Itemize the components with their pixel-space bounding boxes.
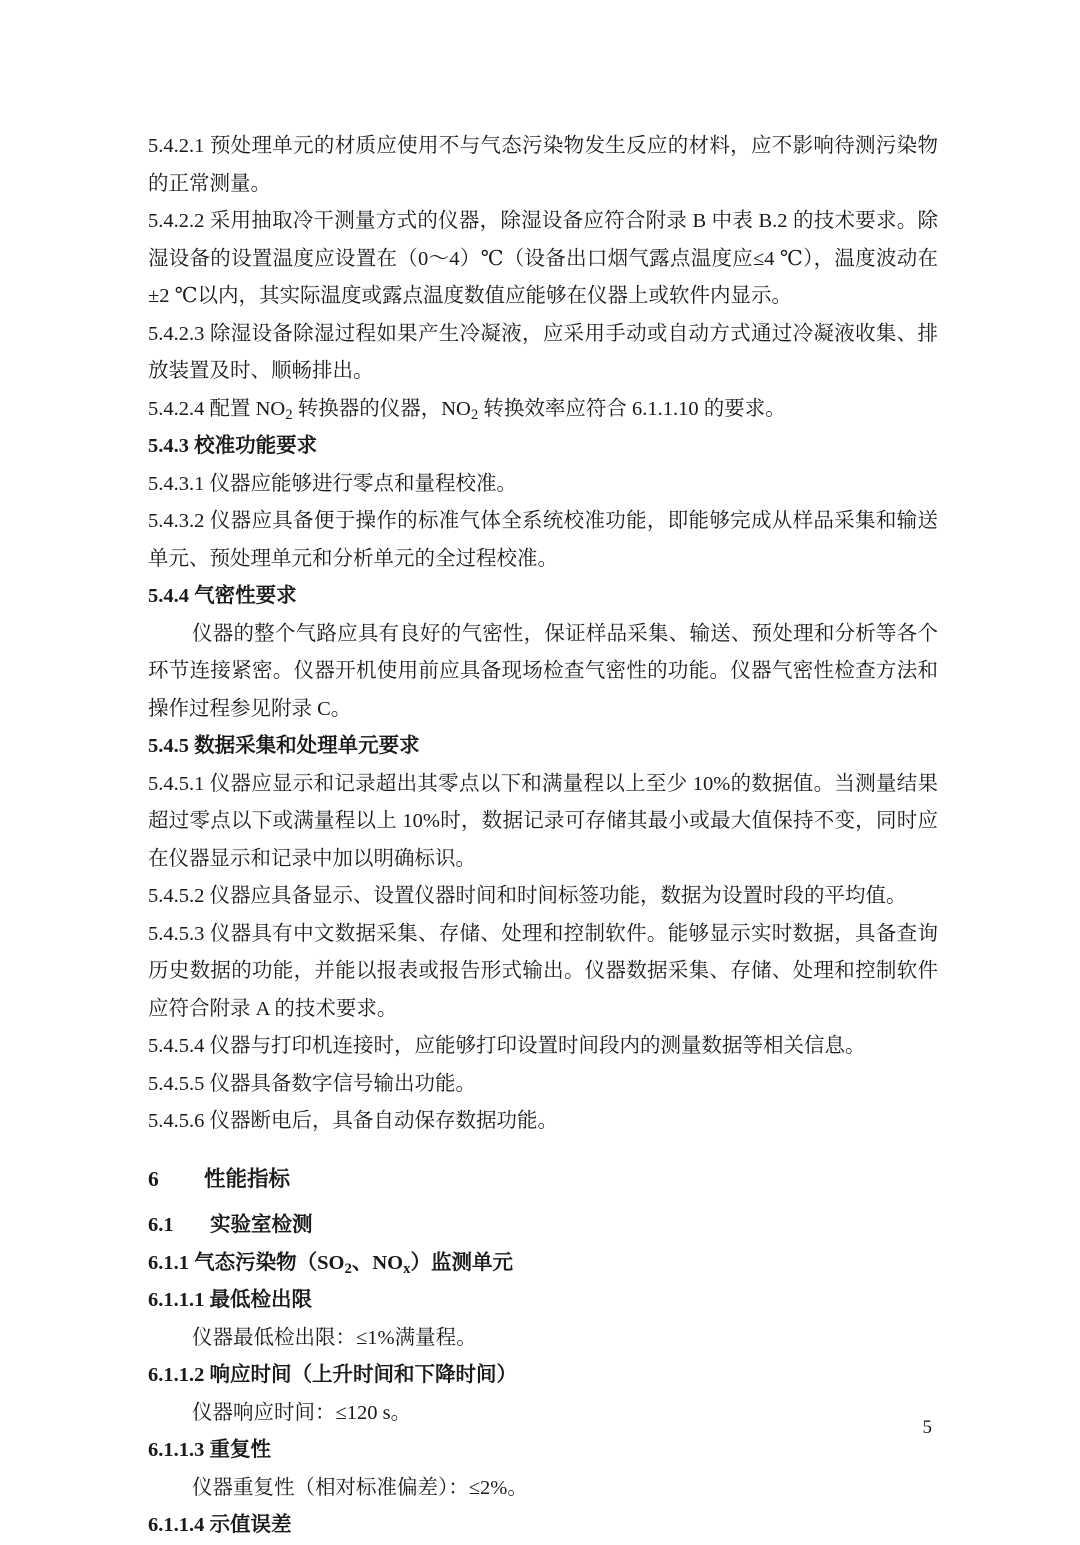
- clause-5-4-2-4: 5.4.2.4 配置 $NO_2$ 转换器的仪器，$NO_2$ 转换效率应符合 6.1.1.10 的要求。: [148, 397, 786, 423]
- clause-5-4-5-4: 5.4.5.4 仪器与打印机连接时，应能够打印设置时间段内的测量数据等相关信息。: [148, 1035, 866, 1057]
- heading-section-6: [148, 1161, 938, 1199]
- clause-5-4-5-2: 5.4.5.2 仪器应具备显示、设置仪器时间和时间标签功能，数据为设置时段的平均值。: [148, 885, 907, 907]
- heading-6-1-1: 6.1.1 气态污染物（$SO_2$、$NO_x$）监测单元: [148, 1251, 513, 1277]
- spacer: [148, 1198, 938, 1207]
- heading-6-1-1-3: 6.1.1.3 重复性: [148, 1439, 271, 1461]
- clause-5-4-2-1: 5.4.2.1 预处理单元的材质应使用不与气态污染物发生反应的材料，应不影响待测污染物的正常测量。: [148, 135, 938, 195]
- heading-6-1-number: 6.1: [148, 1214, 174, 1236]
- clause-5-4-3-2: 5.4.3.2 仪器应具备便于操作的标准气体全系统校准功能，即能够完成从样品采集和输送单元、预处理单元和分析单元的全过程校准。: [148, 510, 938, 570]
- clause-6-1-1-2-body: 仪器响应时间：≤120 s。: [192, 1401, 412, 1424]
- heading-6-1-title: 实验室检测: [210, 1214, 313, 1236]
- clause-6-1-1-3-body: 仪器重复性（相对标准偏差）：≤2%。: [192, 1476, 528, 1499]
- document-body: [148, 128, 938, 1545]
- heading-6-1-1-1: 6.1.1.1 最低检出限: [148, 1289, 312, 1311]
- clause-5-4-5-3: 5.4.5.3 仪器具有中文数据采集、存储、处理和控制软件。能够显示实时数据，具备查询历史数据的功能，并能以报表或报告形式输出。仪器数据采集、存储、处理和控制软件应符合附录 A 的技术要求。: [148, 922, 938, 1020]
- heading-6-1: [148, 1207, 938, 1245]
- spacer: [148, 1141, 938, 1161]
- heading-6-1-1-2: 6.1.1.2 响应时间（上升时间和下降时间）: [148, 1364, 517, 1386]
- clause-5-4-4-body: 仪器的整个气路应具有良好的气密性，保证样品采集、输送、预处理和分析等各个环节连接紧密。仪器开机使用前应具备现场检查气密性的功能。仪器气密性检查方法和操作过程参见附录 C。: [148, 622, 938, 720]
- clause-5-4-2-3: 5.4.2.3 除湿设备除湿过程如果产生冷凝液，应采用手动或自动方式通过冷凝液收集、排放装置及时、顺畅排出。: [148, 322, 938, 382]
- clause-5-4-5-5: 5.4.5.5 仪器具备数字信号输出功能。: [148, 1072, 476, 1095]
- heading-5-4-3: 5.4.3 校准功能要求: [148, 435, 318, 457]
- heading-5-4-4: 5.4.4 气密性要求: [148, 585, 297, 607]
- clause-5-4-5-1: 5.4.5.1 仪器应显示和记录超出其零点以下和满量程以上至少 10%的数据值。当测量结果超过零点以下或满量程以上 10%时，数据记录可存储其最小或最大值保持不变，同时应在仪器显示和记录中加以明确标识。: [148, 772, 938, 870]
- page-number: 5: [922, 1417, 932, 1438]
- heading-6-1-1-4: 6.1.1.4 示值误差: [148, 1514, 292, 1536]
- clause-5-4-5-6: 5.4.5.6 仪器断电后，具备自动保存数据功能。: [148, 1110, 558, 1132]
- clause-5-4-2-2: 5.4.2.2 采用抽取冷干测量方式的仪器，除湿设备应符合附录 B 中表 B.2 的技术要求。除湿设备的设置温度应设置在（0～4）℃（设备出口烟气露点温度应≤4 ℃），温度波动在±2 ℃以内，其实际温度或露点温度数值应能够在仪器上或软件内显示。: [148, 210, 938, 307]
- section-6-title: 性能指标: [204, 1166, 291, 1191]
- clause-5-4-3-1: 5.4.3.1 仪器应能够进行零点和量程校准。: [148, 472, 517, 495]
- heading-5-4-5: 5.4.5 数据采集和处理单元要求: [148, 735, 420, 757]
- clause-6-1-1-1-body: 仪器最低检出限：≤1%满量程。: [192, 1326, 477, 1349]
- section-6-number: 6: [148, 1166, 159, 1191]
